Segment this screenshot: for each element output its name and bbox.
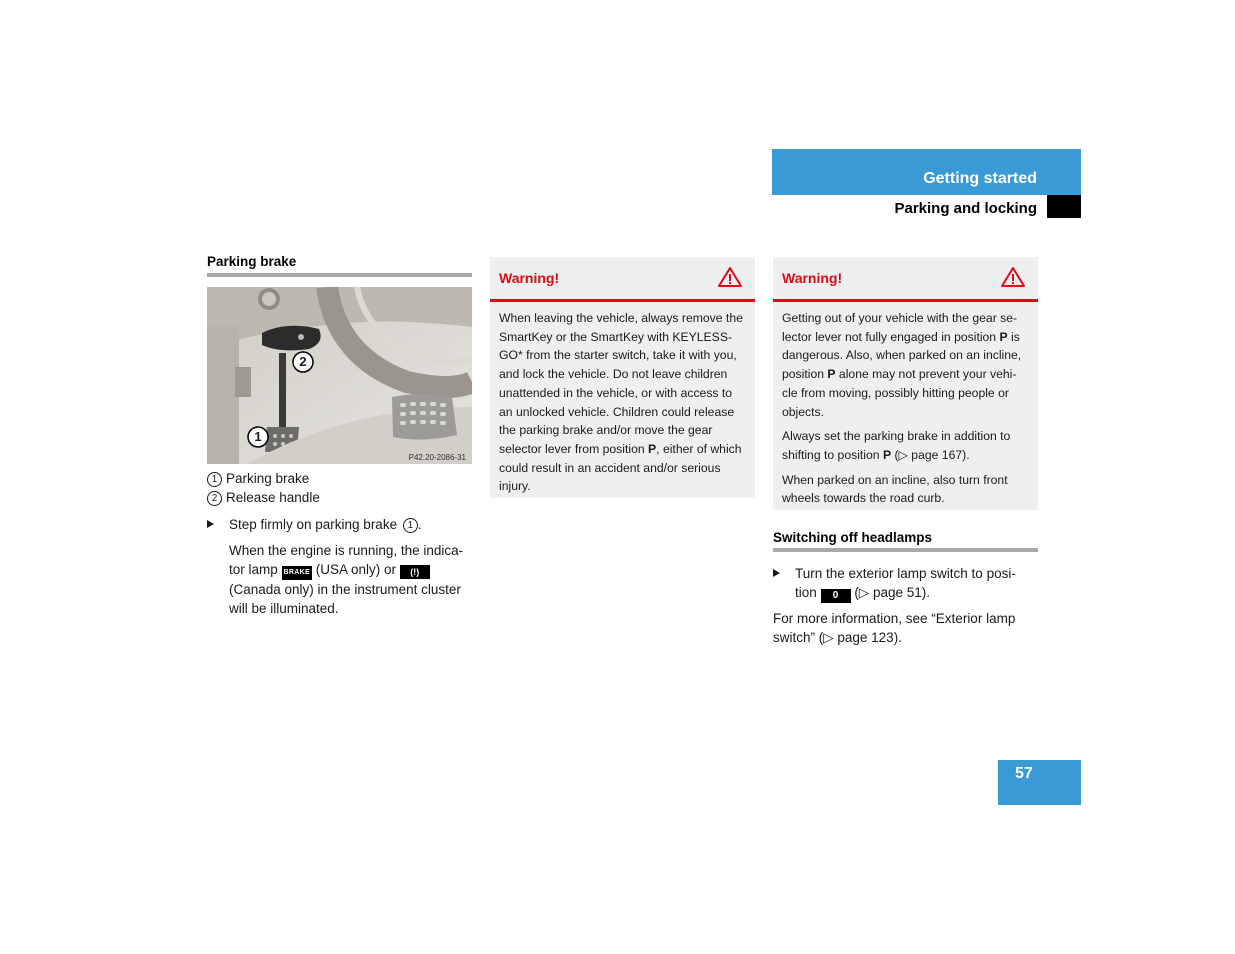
legend-label-1: Parking brake (226, 471, 310, 486)
parking-brake-heading: Parking brake (207, 254, 297, 269)
warning-2-label: Warning! (782, 270, 843, 286)
section-title: Parking and locking (894, 200, 1037, 217)
info-line-1: When the engine is running, the indica- (229, 543, 464, 558)
info-line-2b: (USA only) or (315, 562, 396, 577)
headlamps-step (773, 564, 1038, 603)
page-number: 57 (1015, 765, 1033, 782)
warning-1-header (490, 257, 755, 302)
headlamps-heading: Switching off headlamps (773, 530, 933, 545)
w2-p1-bold2: P (827, 367, 836, 382)
w2-p2b: (▷ page 167). (891, 447, 970, 462)
photo-code: P42.20-2086-31 (408, 453, 466, 462)
info-line-4: will be illuminated. (229, 601, 339, 616)
callout-legend-2 (207, 488, 320, 507)
warning-1-text-b: , either of which could result in an accident and/or serious injury. (499, 441, 742, 494)
warning-1-text-a: When leaving the vehicle, always remove the SmartKey or the SmartKey with KEYLESS-GO* from the starter switch, take it with you, and lock the vehicle. Do not leave children unattended in the vehicle, or with access to an unlocked vehicle. Children could release the parking brake and/or move the gear selector lever from position (499, 311, 743, 456)
w2-p1b: is dangerous. Also, when parked on an incline, position (782, 329, 1022, 382)
step-item: Step firmly on parking brake 1 . (207, 515, 472, 534)
warning-1-body (490, 302, 755, 504)
legend-num-2: 2 (207, 491, 222, 506)
warning-box-1 (490, 257, 755, 498)
warning-1-bold: P (648, 441, 657, 456)
w2-p2a: Always set the parking brake in addition to shifting to position (782, 429, 1011, 462)
warning-2-para-1 (782, 309, 1029, 421)
legend-num-1: 1 (207, 472, 222, 487)
warning-1-label: Warning! (499, 270, 560, 286)
callout-legend-1 (207, 469, 309, 488)
w2-p1a: Getting out of your vehicle with the gear se-lector lever not fully engaged in position (782, 311, 1018, 344)
header-marker (1047, 195, 1081, 218)
warning-triangle-icon (1000, 266, 1026, 293)
chapter-title: Getting started (923, 170, 1037, 187)
warning-2-body (773, 302, 1038, 516)
w2-p2-bold: P (882, 447, 892, 462)
warning-box-2 (773, 257, 1038, 510)
headlamps-step-c: (▷ page 51). (854, 585, 930, 600)
w2-p1c: alone may not prevent your vehi-cle from moving, possibly hitting people or objects. (782, 367, 1017, 419)
headlamps-step-b: tion (795, 585, 817, 600)
bullet-triangle-icon (207, 520, 214, 528)
page-number-box (998, 760, 1081, 805)
headlamps-more-info (773, 609, 1038, 647)
w2-p1-bold1: P (999, 329, 1008, 344)
warning-triangle-icon (717, 266, 743, 293)
warning-2-header (773, 257, 1038, 302)
heading-rule (207, 273, 472, 277)
more-info-line-2: switch” (▷ page 123). (773, 630, 902, 645)
callout-2-label: 2 (299, 354, 307, 369)
lamp-switch-position-icon: 0 (821, 589, 851, 603)
info-line-2a: tor lamp (229, 562, 278, 577)
bullet-triangle-icon (773, 569, 780, 577)
brake-lamp-icon: BRAKE (282, 566, 312, 580)
more-info-line-1: For more information, see “Exterior lamp (773, 611, 1016, 626)
step-num: 1 (403, 518, 418, 533)
canada-brake-lamp-icon: (!) (400, 565, 430, 579)
step-text: Step firmly on parking brake (229, 517, 398, 532)
callout-1-label: 1 (254, 429, 262, 444)
heading-rule (773, 548, 1038, 552)
info-line-3: (Canada only) in the instrument cluster (229, 582, 461, 597)
parking-brake-photo (207, 287, 472, 464)
headlamps-step-a: Turn the exterior lamp switch to posi- (795, 566, 1016, 581)
warning-2-para-3: When parked on an incline, also turn front wheels towards the road curb. (782, 472, 1008, 506)
legend-label-2: Release handle (226, 490, 320, 505)
warning-2-para-2 (782, 427, 1029, 464)
step-info (229, 541, 479, 618)
